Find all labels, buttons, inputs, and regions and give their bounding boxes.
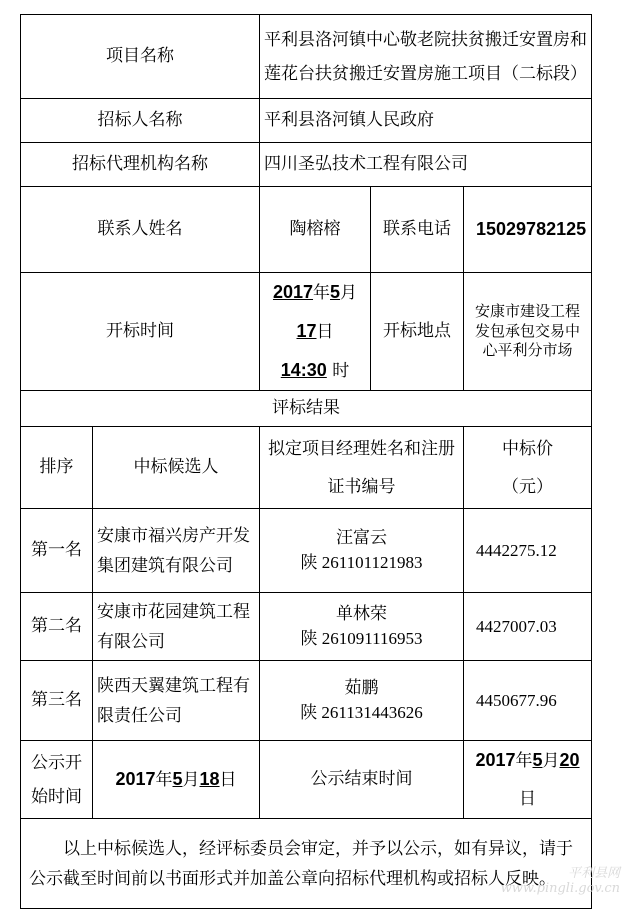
publicity-start-year-unit: 年 <box>155 769 173 790</box>
manager-cell <box>260 509 464 593</box>
project-name-label: 项目名称 <box>21 15 260 99</box>
rank-cell: 第一名 <box>21 509 93 593</box>
candidate-cell: 陕西天翼建筑工程有限责任公司 <box>93 661 260 741</box>
tenderer-label: 招标人名称 <box>21 99 260 143</box>
table-row <box>21 661 592 741</box>
opening-hour-unit: 时 <box>332 361 350 381</box>
contact-phone-value <box>464 187 592 273</box>
opening-time-label: 开标时间 <box>21 273 260 391</box>
publicity-end-year: 2017 <box>475 750 516 770</box>
publicity-end-day-unit: 日 <box>519 789 536 809</box>
manager-cert: 陕 261101121983 <box>300 552 423 572</box>
publicity-end-year-unit: 年 <box>515 751 533 771</box>
price-header-label: 中标价 <box>502 438 553 459</box>
publicity-start-month: 5 <box>172 768 183 789</box>
manager-cert: 陕 261091116953 <box>300 628 423 648</box>
price-cell: 4450677.96 <box>464 661 592 741</box>
price-cell: 4427007.03 <box>464 593 592 661</box>
agency-value: 四川圣弘技术工程有限公司 <box>260 143 592 187</box>
opening-time-value <box>260 273 371 391</box>
opening-hour: 14:30 <box>280 360 327 380</box>
agency-label: 招标代理机构名称 <box>21 143 260 187</box>
manager-name: 茹鹏 <box>344 677 379 698</box>
opening-year: 2017 <box>272 282 314 302</box>
manager-name: 单林荣 <box>336 603 387 624</box>
tenderer-value: 平利县洛河镇人民政府 <box>260 99 592 143</box>
bid-result-table <box>20 14 592 909</box>
price-header <box>464 427 592 509</box>
contact-name-value: 陶榕榕 <box>260 187 371 273</box>
opening-month: 5 <box>330 282 341 302</box>
rank-cell: 第三名 <box>21 661 93 741</box>
watermark-line1: 平利县网 <box>567 865 620 881</box>
table-row <box>21 509 592 593</box>
manager-header: 拟定项目经理姓名和注册证书编号 <box>260 427 464 509</box>
publicity-end-day: 20 <box>559 750 580 770</box>
watermark <box>501 866 620 897</box>
manager-cell <box>260 661 464 741</box>
publicity-end-month-unit: 月 <box>542 751 560 771</box>
publicity-start-day: 18 <box>199 768 220 789</box>
opening-month-unit: 月 <box>340 283 358 303</box>
publicity-start-label: 公示开始时间 <box>21 741 93 819</box>
project-name-value: 平利县洛河镇中心敬老院扶贫搬迁安置房和莲花台扶贫搬迁安置房施工项目（二标段） <box>260 15 592 99</box>
candidate-cell: 安康市福兴房产开发集团建筑有限公司 <box>93 509 260 593</box>
price-cell: 4442275.12 <box>464 509 592 593</box>
opening-day: 17 <box>296 321 317 341</box>
publicity-start-year: 2017 <box>115 768 156 789</box>
publicity-start-day-unit: 日 <box>219 769 237 790</box>
footer-note: 以上中标候选人，经评标委员会审定，并予以公示，如有异议，请于公示截至时间前以书面形式并加盖公章向招标代理机构或招标人反映。 <box>21 819 592 909</box>
contact-phone-label: 联系电话 <box>371 187 464 273</box>
candidate-cell: 安康市花园建筑工程有限公司 <box>93 593 260 661</box>
price-header-unit: （元） <box>502 476 553 497</box>
publicity-end-label: 公示结束时间 <box>260 741 464 819</box>
opening-place-label: 开标地点 <box>371 273 464 391</box>
publicity-end-value <box>464 741 592 819</box>
candidate-header: 中标候选人 <box>93 427 260 509</box>
contact-name-label: 联系人姓名 <box>21 187 260 273</box>
rank-header: 排序 <box>21 427 93 509</box>
publicity-start-value <box>93 741 260 819</box>
results-title: 评标结果 <box>21 391 592 427</box>
publicity-start-month-unit: 月 <box>182 769 200 790</box>
phone-number: 15029782125 <box>476 219 587 239</box>
opening-day-unit: 日 <box>316 322 334 342</box>
watermark-line2: www.pingli.gov.cn <box>500 881 620 897</box>
manager-cert: 陕 261131443626 <box>300 702 423 722</box>
manager-name: 汪富云 <box>336 527 387 548</box>
opening-place-value: 安康市建设工程发包承包交易中心平利分市场 <box>464 273 592 391</box>
opening-year-unit: 年 <box>313 283 331 303</box>
publicity-end-month: 5 <box>532 750 543 770</box>
manager-cell <box>260 593 464 661</box>
rank-cell: 第二名 <box>21 593 93 661</box>
table-row <box>21 593 592 661</box>
